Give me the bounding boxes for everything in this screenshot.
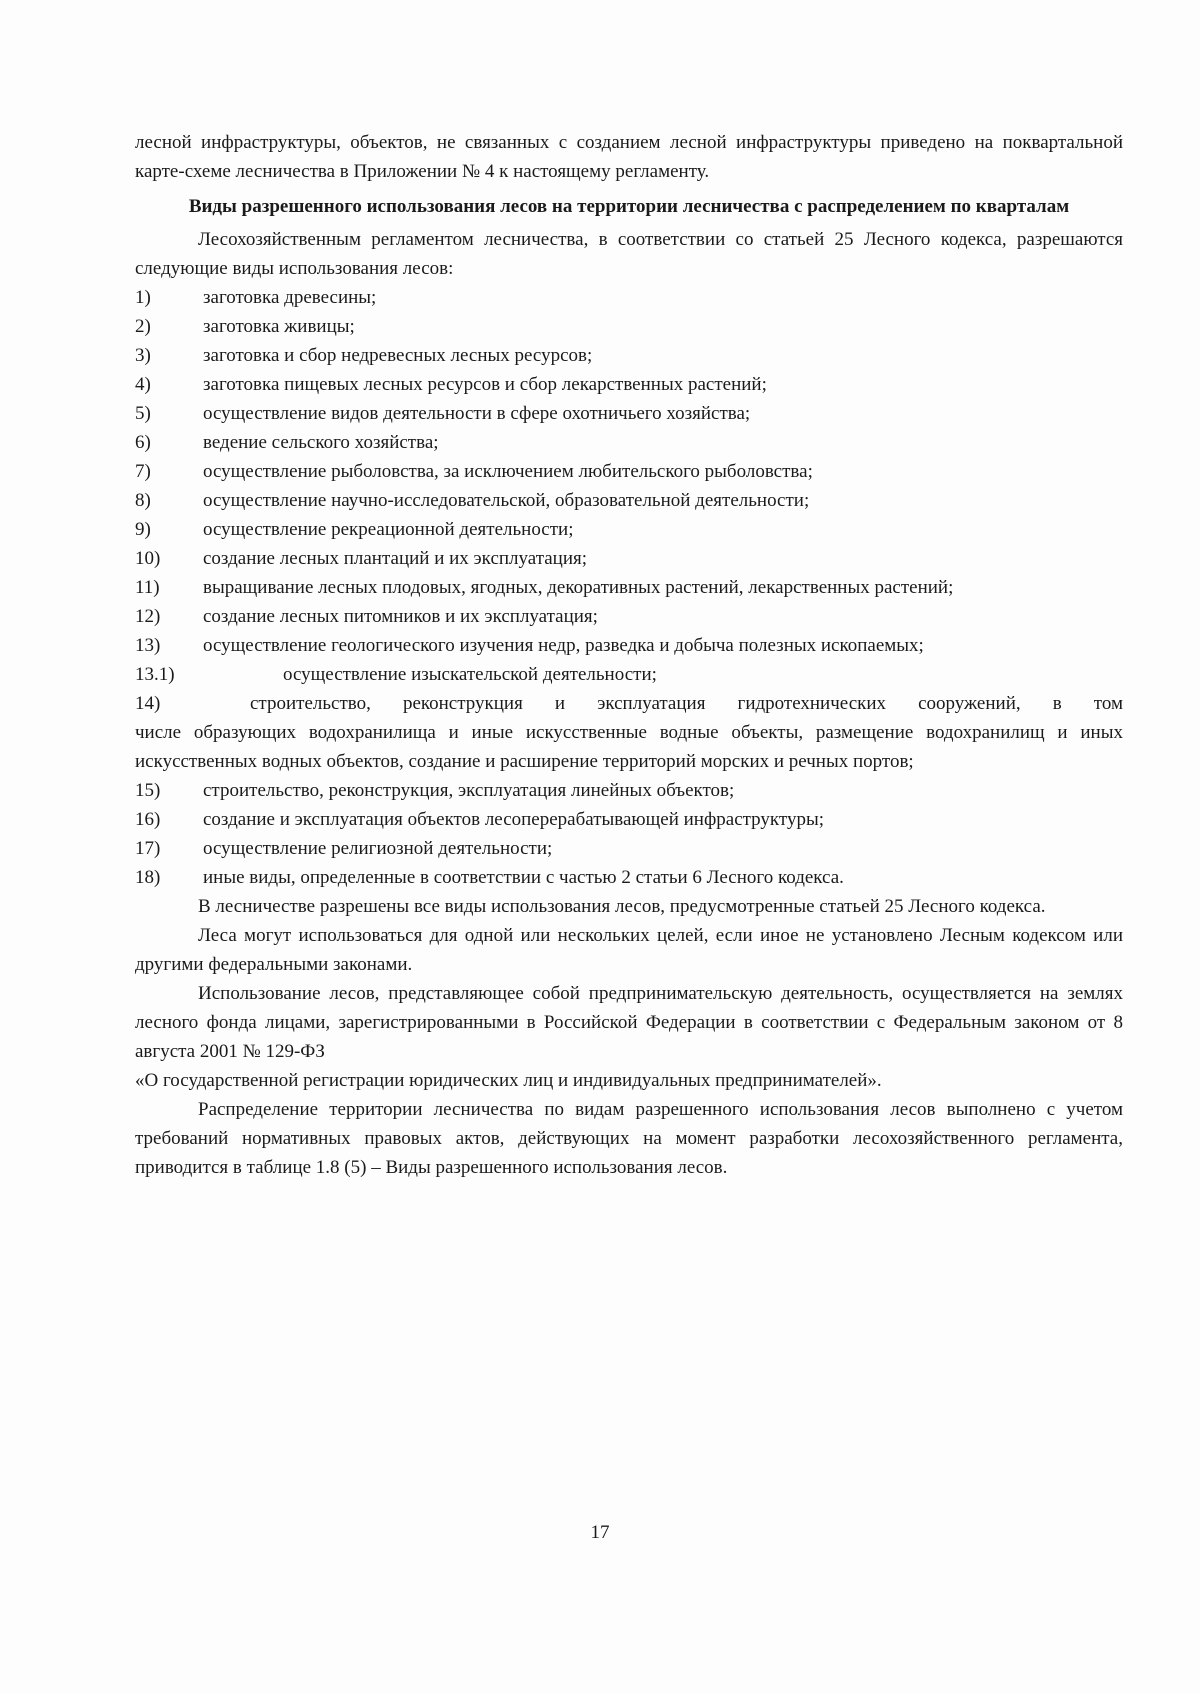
list-item-number: 1) [135, 287, 151, 308]
list-item-number: 16) [135, 809, 161, 830]
list-item-14 [135, 689, 1123, 776]
list-item-number: 12) [135, 606, 161, 627]
list-item-number: 5) [135, 403, 151, 424]
list-item [135, 515, 1123, 544]
list-item [135, 399, 1123, 428]
list-item-text: заготовка и сбор недревесных лесных ресурсов; [203, 345, 593, 366]
list-item [135, 805, 1123, 834]
paragraph-law-title: «О государственной регистрации юридических лиц и индивидуальных предпринимателей». [135, 1070, 882, 1091]
list-item [135, 370, 1123, 399]
list-item-text: создание лесных питомников и их эксплуатация; [203, 606, 598, 627]
list-item-text: осуществление рыболовства, за исключением любительского рыболовства; [203, 461, 813, 482]
list-item-number: 6) [135, 432, 151, 453]
list-item-number: 18) [135, 867, 161, 888]
list-item [135, 660, 1123, 689]
list-item-text: ведение сельского хозяйства; [203, 432, 439, 453]
paragraph-multiple-purposes: Леса могут использоваться для одной или нескольких целей, если иное не установлено Лесным кодексом или другими федеральными законами. [135, 925, 1123, 975]
section-heading: Виды разрешенного использования лесов на территории лесничества с распределением по кварталам [188, 196, 1070, 217]
paragraph-territory-distribution: Распределение территории лесничества по видам разрешенного использования лесов выполнено с учетом требований нормативных правовых актов, действующих на момент разработки лесохозяйственного регламента, приводится в таблице 1.8 (5) – Виды разрешенного использования лесов. [135, 1099, 1123, 1178]
list-item-number: 9) [135, 519, 151, 540]
list-item [135, 428, 1123, 457]
list-item-number: 4) [135, 374, 151, 395]
list-item-number: 14) [135, 693, 161, 714]
list-item-number: 11) [135, 577, 160, 598]
paragraph-entrepreneurial-use: Использование лесов, представляющее собой предпринимательскую деятельность, осуществляется на землях лесного фонда лицами, зарегистрированными в Российской Федерации в соответствии с Федеральным законом от 8 августа 2001 № 129-ФЗ [135, 983, 1123, 1062]
list-item [135, 486, 1123, 515]
list-item-text: осуществление геологического изучения недр, разведка и добыча полезных ископаемых; [203, 635, 924, 656]
list-item-number: 7) [135, 461, 151, 482]
list-item-text: выращивание лесных плодовых, ягодных, декоративных растений, лекарственных растений; [203, 577, 954, 598]
list-item-text: осуществление научно-исследовательской, образовательной деятельности; [203, 490, 810, 511]
list-item [135, 602, 1123, 631]
list-item [135, 544, 1123, 573]
list-item-text: создание лесных плантаций и их эксплуатация; [203, 548, 588, 569]
list-item-text: строительство, реконструкция и эксплуатация гидротехнических сооружений, в том [250, 693, 1123, 714]
list-item-text: заготовка древесины; [203, 287, 377, 308]
list-item-number: 10) [135, 548, 161, 569]
list-item-14-continuation: числе образующих водохранилища и иные искусственные водные объекты, размещение водохранилищ и иных искусственных водных объектов, создание и расширение территорий морских и речных портов; [135, 722, 1123, 772]
list-item-number: 2) [135, 316, 151, 337]
list-item [135, 863, 1123, 892]
list-item [135, 341, 1123, 370]
list-item-text: осуществление изыскательской деятельности; [283, 664, 657, 685]
list-item-number: 15) [135, 780, 161, 801]
list-item-text: заготовка живицы; [203, 316, 355, 337]
list-item-text: заготовка пищевых лесных ресурсов и сбор лекарственных растений; [203, 374, 767, 395]
list-item-number: 13) [135, 635, 161, 656]
paragraph-all-uses-allowed: В лесничестве разрешены все виды использования лесов, предусмотренные статьей 25 Лесного кодекса. [198, 896, 1046, 917]
intro-paragraph: лесной инфраструктуры, объектов, не связанных с созданием лесной инфраструктуры приведено на поквартальной карте-схеме лесничества в Приложении № 4 к настоящему регламенту. [135, 132, 1123, 182]
list-item [135, 631, 1123, 660]
list-item-text: создание и эксплуатация объектов лесоперерабатывающей инфраструктуры; [203, 809, 824, 830]
list-item-number: 17) [135, 838, 161, 859]
list-item-text: строительство, реконструкция, эксплуатация линейных объектов; [203, 780, 735, 801]
list-item-14-first-line [135, 689, 1123, 718]
page-content [135, 128, 1123, 1182]
list-item-text: осуществление рекреационной деятельности; [203, 519, 574, 540]
list-item-text: осуществление религиозной деятельности; [203, 838, 553, 859]
list-item [135, 283, 1123, 312]
list-item [135, 573, 1123, 602]
lead-paragraph: Лесохозяйственным регламентом лесничества, в соответствии со статьей 25 Лесного кодекса, разрешаются следующие виды использования лесов: [135, 229, 1123, 279]
list-item-number: 13.1) [135, 664, 175, 685]
usage-list-continued [135, 776, 1123, 892]
list-item [135, 457, 1123, 486]
list-item-number: 8) [135, 490, 151, 511]
list-item-text: осуществление видов деятельности в сфере охотничьего хозяйства; [203, 403, 751, 424]
page-number: 17 [590, 1522, 610, 1543]
list-item-number: 3) [135, 345, 151, 366]
usage-list [135, 283, 1123, 689]
list-item-text: иные виды, определенные в соответствии с частью 2 статьи 6 Лесного кодекса. [203, 867, 844, 888]
list-item [135, 834, 1123, 863]
list-item [135, 312, 1123, 341]
list-item [135, 776, 1123, 805]
